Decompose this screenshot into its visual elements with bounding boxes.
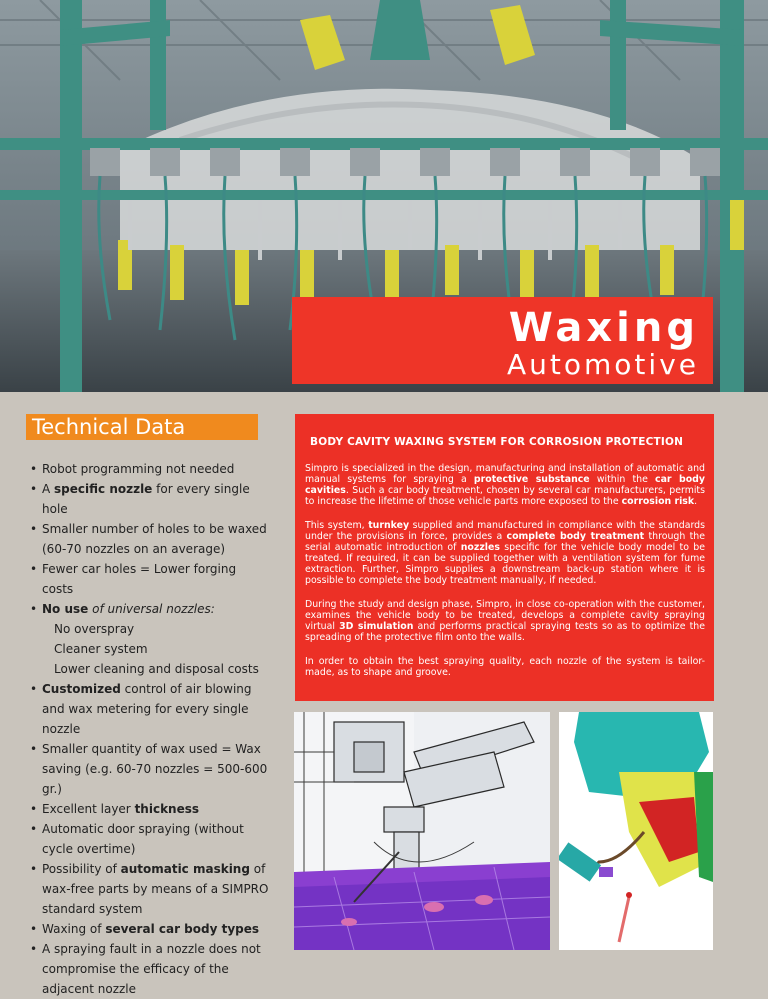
list-item: • Robot programming not needed — [30, 459, 270, 479]
title-box — [292, 297, 713, 384]
list-item: • Possibility of automatic masking of wax-free parts by means of a SIMPRO standard system — [30, 859, 270, 919]
technical-data-heading-text: Technical Data — [32, 415, 186, 439]
list-item: • Waxing of several car body types — [30, 919, 270, 939]
paragraph: In order to obtain the best spraying quality, each nozzle of the system is tailor-made, as to shape and groove. — [305, 656, 705, 678]
sub-item: No overspray — [54, 622, 135, 636]
list-item: • Smaller number of holes to be waxed (60-70 nozzles on an average) — [30, 519, 270, 559]
list-item: • Smaller quantity of wax used = Wax saving (e.g. 60-70 nozzles = 500-600 gr.) — [30, 739, 270, 799]
list-item: • Excellent layer thickness — [30, 799, 270, 819]
list-item: • No use of universal nozzles: No overspray Cleaner system Lower cleaning and disposal costs — [30, 599, 270, 679]
page-title: Waxing — [508, 305, 699, 351]
sub-item: Cleaner system — [54, 642, 148, 656]
description-text — [305, 463, 705, 691]
list-item: • A spraying fault in a nozzle does not compromise the efficacy of the adjacent nozzle — [30, 939, 270, 999]
paragraph: During the study and design phase, Simpro, in close co-operation with the customer, examines the vehicle body to be treated, develops a complete cavity spraying virtual 3D simulation and performs practical spraying tests so as to optimize the spreading of the protective film onto the walls. — [305, 599, 705, 643]
list-item: • Fewer car holes = Lower forging costs — [30, 559, 270, 599]
simulation-image-right — [559, 712, 713, 950]
list-item: • Automatic door spraying (without cycle overtime) — [30, 819, 270, 859]
paragraph: This system, turnkey supplied and manufactured in compliance with the standards under the provisions in force, provides a complete body treatment through the serial automatic introduction of nozzles specific for the vehicle body model to be treated. If required, it can be supplied together with a ventilation system for fume extraction. Further, Simpro supplies a downstream back-up station where it is possible to complete the body treatment manually, if needed. — [305, 520, 705, 586]
simulation-image-left — [294, 712, 550, 950]
technical-data-list — [30, 459, 270, 999]
paragraph: Simpro is specialized in the design, manufacturing and installation of automatic and manual systems for spraying a protective substance within the car body cavities. Such a car body treatment, chosen by several car manufacturers, permits to increase the lifetime of those vehicle parts more exposed to the corrosion risk. — [305, 463, 705, 507]
sub-item: Lower cleaning and disposal costs — [54, 662, 259, 676]
section-heading: BODY CAVITY WAXING SYSTEM FOR CORROSION PROTECTION — [310, 436, 684, 448]
list-item: • Customized control of air blowing and wax metering for every single nozzle — [30, 679, 270, 739]
page-subtitle: Automotive — [507, 348, 699, 381]
list-item: • A specific nozzle for every single hole — [30, 479, 270, 519]
description-panel — [295, 414, 714, 701]
technical-data-heading — [26, 414, 258, 440]
